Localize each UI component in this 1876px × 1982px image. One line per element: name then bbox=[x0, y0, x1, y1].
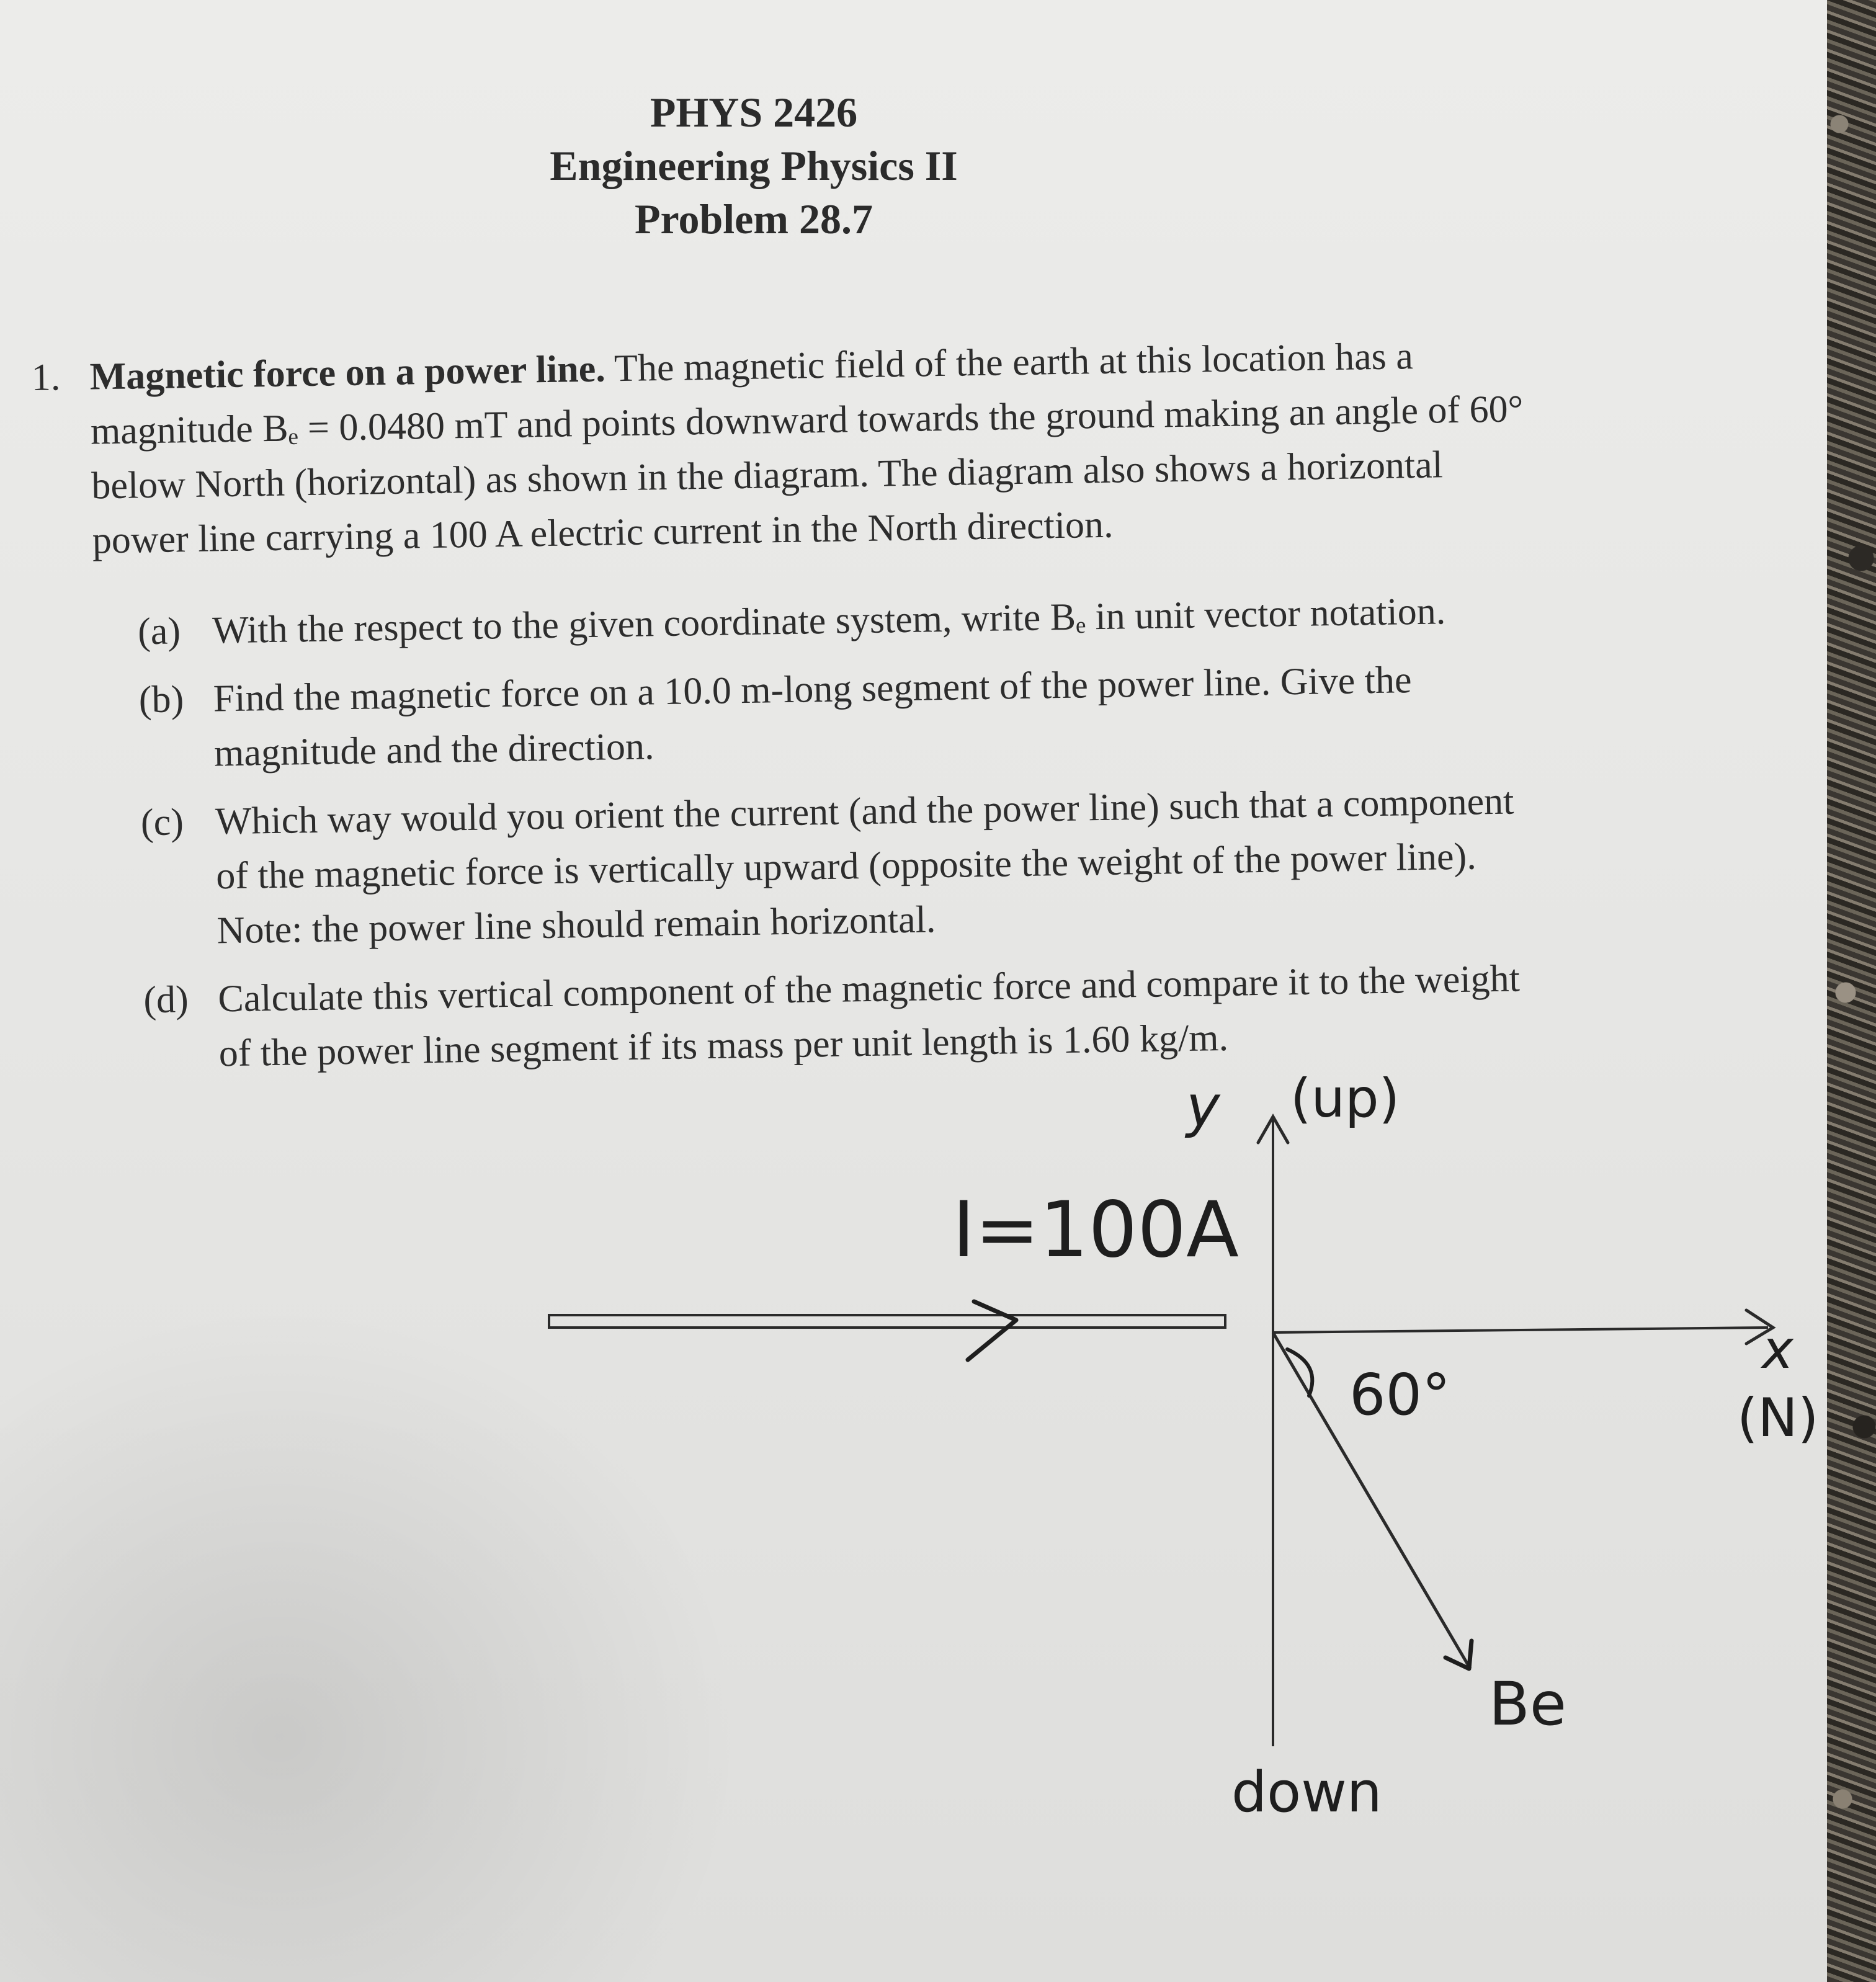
up-label: (up) bbox=[1290, 1068, 1400, 1130]
part-label: (c) bbox=[140, 801, 184, 844]
problem-number: 1. bbox=[31, 356, 61, 399]
course-title: Engineering Physics II bbox=[550, 142, 958, 189]
angle-label: 60° bbox=[1349, 1362, 1451, 1428]
part-text: Calculate this vertical component of the magnetic force and compare it to the weight of the power line segment if its mass per unit length is 1.60 kg/m. bbox=[217, 957, 1521, 1075]
problem-id: Problem 28.7 bbox=[634, 195, 873, 243]
part-label: (b) bbox=[138, 678, 184, 721]
y-axis-label: y bbox=[1186, 1073, 1220, 1140]
field-arrowhead bbox=[1445, 1641, 1472, 1669]
part-text: With the respect to the given coordinate system, write Bₑ in unit vector notation. bbox=[212, 590, 1446, 652]
countertop-edge bbox=[1827, 0, 1876, 1982]
angle-arc bbox=[1287, 1349, 1312, 1396]
part-text: Find the magnetic force on a 10.0 m-long segment of the power line. Give the magnitude and the direction. bbox=[213, 659, 1412, 775]
power-line bbox=[549, 1315, 1225, 1328]
current-arrowhead bbox=[968, 1301, 1016, 1360]
x-axis bbox=[1273, 1328, 1768, 1332]
course-code: PHYS 2426 bbox=[650, 89, 858, 136]
part-label: (a) bbox=[137, 610, 181, 653]
x-axis-label: x bbox=[1762, 1319, 1793, 1381]
problem-statement: The magnetic field of the earth at this location has a magnitude Bₑ = 0.0480 mT and points downward towards the ground making an angle of 60° below North (horizontal) as shown in the diagram. The diagram also shows a horizontal power line carrying a 100 A electric current in the North direction. bbox=[90, 335, 1524, 562]
part-text: Which way would you orient the current (and the power line) such that a component of the magnetic force is vertically upward (opposite the weight of the power line). Note: the power line should remain horizontal. bbox=[215, 780, 1514, 952]
part-label: (d) bbox=[143, 978, 189, 1022]
current-label: I=100A bbox=[952, 1185, 1239, 1275]
field-label: Be bbox=[1489, 1669, 1566, 1739]
north-label: (N) bbox=[1737, 1387, 1819, 1449]
down-label: down bbox=[1231, 1760, 1382, 1825]
problem-title: Magnetic force on a power line. bbox=[89, 347, 606, 398]
